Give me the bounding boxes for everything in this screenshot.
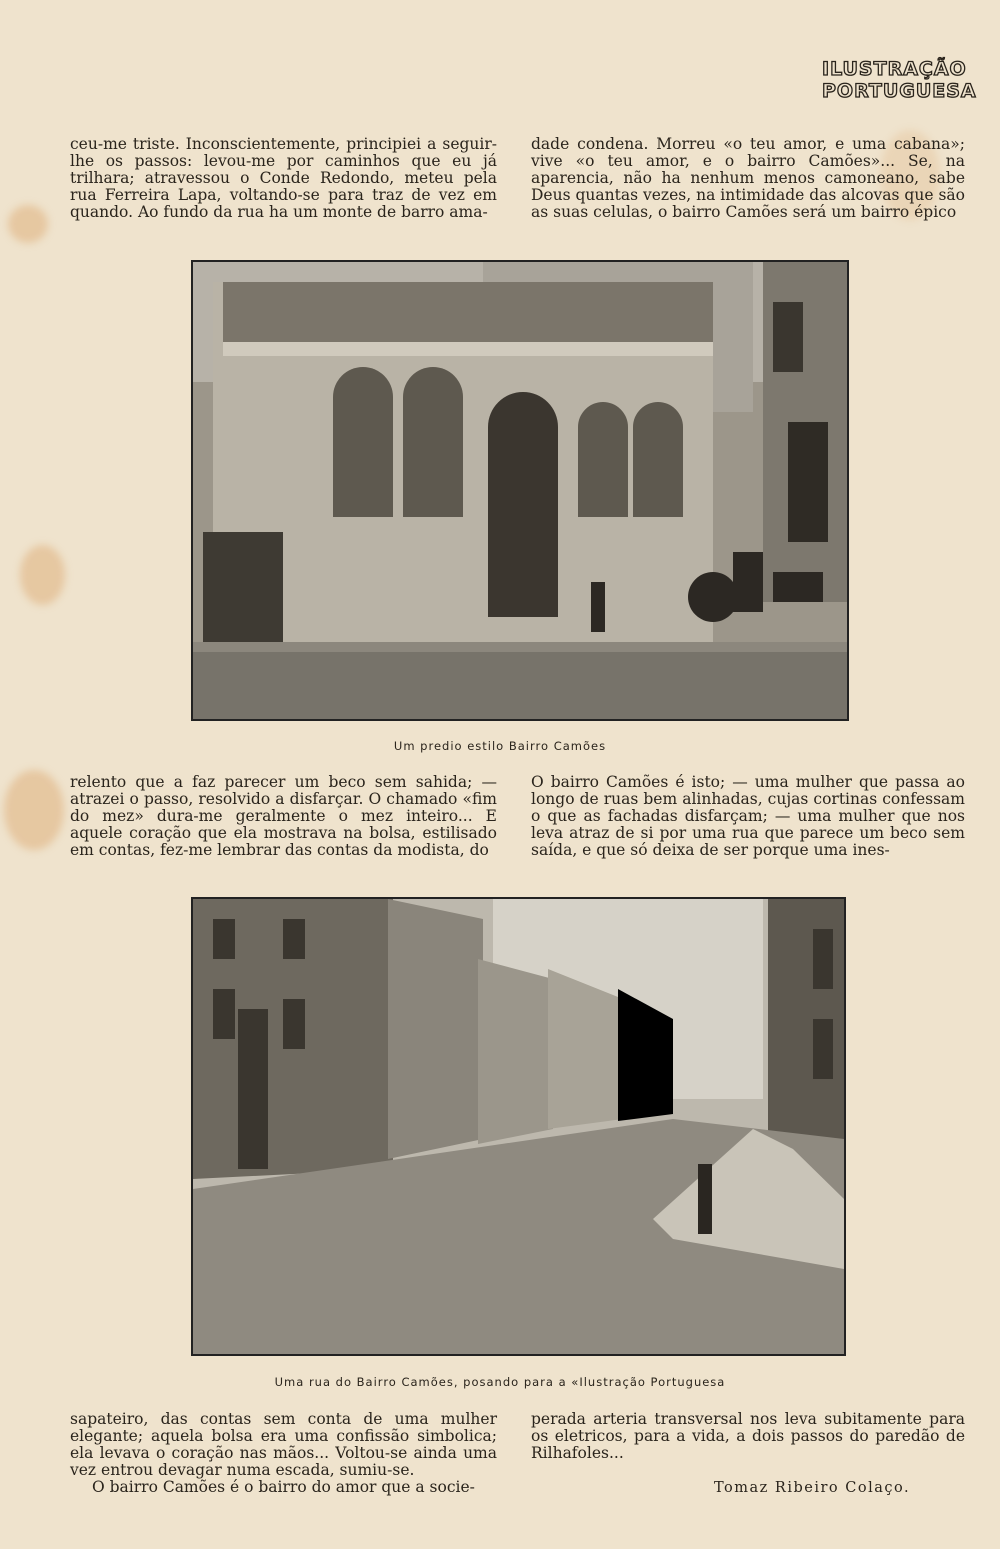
photo-2-caption: Uma rua do Bairro Camões, posando para a «Ilustração Portuguesa [274, 1375, 726, 1389]
paragraph: relento que a faz parecer um beco sem sahida; — atrazei o passo, resolvido a disfarçar. O chamado «fim do mez» dura-me geralmente o mez inteiro... E aquele coração que ela mostrava na bolsa, estilisado em contas, fez-me lembrar das contas da modista, do [70, 773, 497, 859]
paper-stain [8, 205, 48, 243]
text-bottom-left [70, 1411, 497, 1496]
text-mid-right [531, 774, 965, 859]
paragraph: perada arteria transversal nos leva subitamente para os eletricos, para a vida, a dois passos do paredão de Rilhafoles... [531, 1410, 965, 1462]
paragraph: O bairro Camões é o bairro do amor que a socie- [92, 1478, 475, 1496]
photo-predio-bairro-camoes [191, 260, 849, 721]
photo-1-caption: Um predio estilo Bairro Camões [393, 739, 607, 753]
masthead-line-2: PORTUGUESA [822, 80, 977, 102]
paragraph: O bairro Camões é isto; — uma mulher que passa ao longo de ruas bem alinhadas, cujas cortinas confessam o que as fachadas disfarçam; — uma mulher que nos leva atraz de si por uma rua que parece um beco sem saída, e que só deixa de ser porque uma ines- [531, 773, 965, 859]
text-top-left [70, 136, 497, 221]
paragraph: ceu-me triste. Inconscientemente, principiei a seguir-lhe os passos: levou-me por caminhos que eu já trilhara; atravessou o Conde Redondo, meteu pela rua Ferreira Lapa, voltando-se para traz de vez em quando. Ao fundo da rua ha um monte de barro ama- [70, 135, 497, 221]
paragraph: sapateiro, das contas sem conta de uma mulher elegante; aquela bolsa era uma confissão simbolica; ela levava o coração nas mãos... Voltou-se ainda uma vez entrou devagar numa escada, sumiu-se. [70, 1410, 497, 1479]
paper-stain [20, 545, 65, 605]
author-signature: Tomaz Ribeiro Colaço. [714, 1480, 911, 1496]
text-mid-left [70, 774, 497, 859]
photo-rua-bairro-camoes [191, 897, 846, 1356]
text-bottom-right [531, 1411, 965, 1462]
masthead-line-1: ILUSTRAÇÃO [822, 58, 967, 80]
text-top-right [531, 136, 965, 221]
masthead-logo [822, 58, 977, 106]
paper-stain [4, 770, 64, 850]
paragraph: dade condena. Morreu «o teu amor, e uma cabana»; vive «o teu amor, e o bairro Camões»... Se, na aparencia, não ha nenhum menos camoneano, sabe Deus quantas vezes, na intimidade das alcovas que são as suas celulas, o bairro Camões será um bairro épico [531, 135, 965, 221]
